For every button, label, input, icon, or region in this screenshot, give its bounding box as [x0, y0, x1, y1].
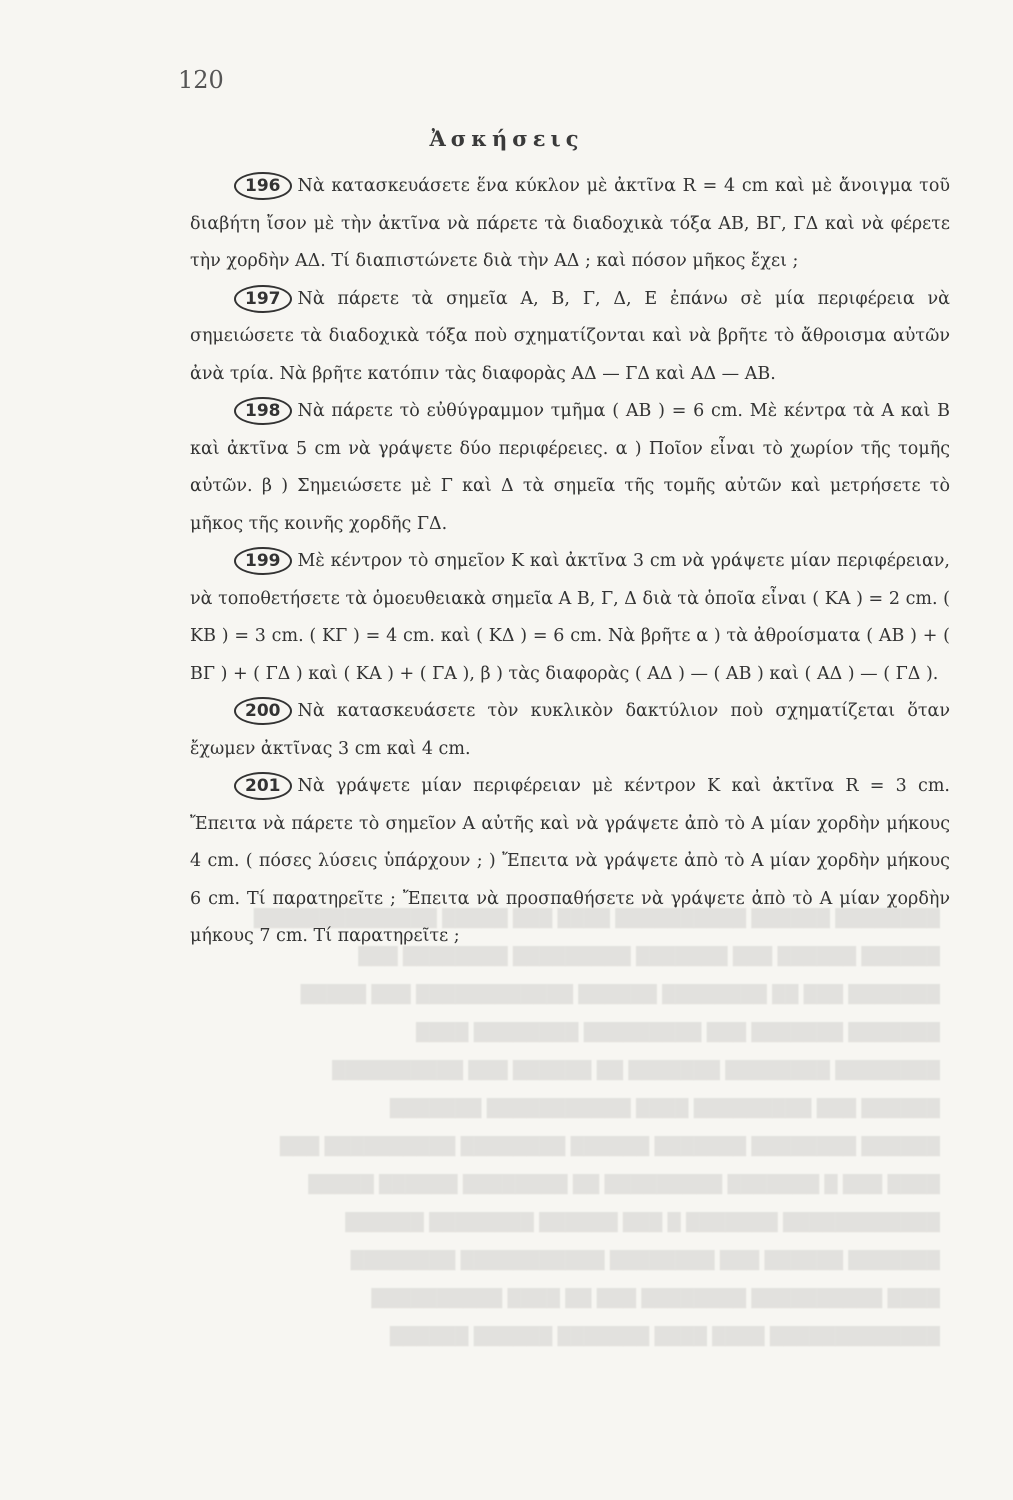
bleed-through-texture: ████████ ██████ ██████████ ████ ███ █████ ██████████████ ██████ ██████ ███ ███████ █████████ ████████ ███ ███████ ███ ██ ████████ ██████ ████████████ ███ █████ ███████ ███████ ███ █████████ ████████ ████ ████████ ████████ ███████ ██ ██████ ███ ██████████ ██████ ███ █████████ ████ ███████████ ███████ ██████ ████████ ███████ ██████ ████████ ██████████ ███ ████ ███ █ ███████ █████████ ██ ████████ ██████ █████ ████████████ ███████ █ ███ ██████ ████████ ██████ ███████ ██████ ███ ████████ ███████████ ████████ ████ ██████████ ████████ ███ ██ ████ ██████████ █████████████ ████ ████ ███████ ██████ ██████ — [253, 909, 940, 1347]
exercise-text: Νὰ γράψετε μίαν περιφέρειαν μὲ κέντρον Κ καὶ ἀκτῖνα R = 3 cm. Ἔπειτα νὰ πάρετε τὸ σημεῖον Α αὐτῆς καὶ νὰ γράψετε ἀπὸ τὸ Α μίαν χορδὴν μήκους 4 cm. ( πόσες λύσεις ὑπάρχουν ; ) Ἔπειτα νὰ γράψετε ἀπὸ τὸ Α μίαν χορδὴν μήκους 6 cm. Τί παρατηρεῖτε ; Ἔπειτα νὰ προσπαθήσετε νὰ γράψετε ἀπὸ τὸ Α μίαν χορδὴν μήκους 7 cm. Τί παρατηρεῖτε ; — [190, 776, 950, 946]
exercise-text: Νὰ πάρετε τὰ σημεῖα Α, Β, Γ, Δ, Ε ἐπάνω σὲ μία περιφέρεια νὰ σημειώσετε τὰ διαδοχικὰ τόξα ποὺ σχηματίζονται καὶ νὰ βρῆτε τὸ ἄθροισμα αὐτῶν ἀνὰ τρία. Νὰ βρῆτε κατόπιν τὰς διαφορὰς ΑΔ — ΓΔ καὶ ΑΔ — ΑΒ. — [190, 288, 950, 384]
exercise-197 — [190, 281, 950, 394]
page-title: Ἀσκήσεις — [429, 126, 584, 151]
exercise-text: Νὰ κατασκευάσετε ἕνα κύκλον μὲ ἀκτῖνα R = 4 cm καὶ μὲ ἄνοιγμα τοῦ διαβήτη ἴσον μὲ τὴν ἀκτῖνα νὰ πάρετε τὰ διαδοχικὰ τόξα ΑΒ, ΒΓ, ΓΔ καὶ νὰ φέρετε τὴν χορδὴν ΑΔ. Τί διαπιστώνετε διὰ τὴν ΑΔ ; καὶ πόσον μῆκος ἔχει ; — [190, 176, 950, 271]
exercise-number: 201 — [234, 772, 292, 800]
exercise-198 — [190, 393, 950, 543]
exercise-200 — [190, 693, 950, 768]
exercise-number: 198 — [234, 397, 292, 425]
page-number: 120 — [178, 66, 224, 94]
exercise-text: Μὲ κέντρον τὸ σημεῖον Κ καὶ ἀκτῖνα 3 cm νὰ γράψετε μίαν περιφέρειαν, νὰ τοποθετήσετε τὰ ὁμοευθειακὰ σημεῖα Α Β, Γ, Δ διὰ τὰ ὁποῖα εἶναι ( ΚΑ ) = 2 cm. ( ΚΒ ) = 3 cm. ( ΚΓ ) = 4 cm. καὶ ( ΚΔ ) = 6 cm. Νὰ βρῆτε α ) τὰ ἀθροίσματα ( ΑΒ ) + ( ΒΓ ) + ( ΓΔ ) καὶ ( ΚΑ ) + ( ΓΑ ), β ) τὰς διαφορὰς ( ΑΔ ) — ( ΑΒ ) καὶ ( ΑΔ ) — ( ΓΔ ). — [190, 551, 950, 684]
exercise-199 — [190, 543, 950, 693]
exercise-196 — [190, 168, 950, 281]
exercise-number: 199 — [234, 547, 292, 575]
exercise-number: 200 — [234, 697, 292, 725]
exercise-number: 197 — [234, 285, 292, 313]
exercise-text: Νὰ κατασκευάσετε τὸν κυκλικὸν δακτύλιον ποὺ σχηματίζεται ὅταν ἔχωμεν ἀκτῖνας 3 cm καὶ 4 cm. — [190, 701, 950, 759]
exercise-text: Νὰ πάρετε τὸ εὐθύγραμμον τμῆμα ( ΑΒ ) = 6 cm. Μὲ κέντρα τὰ Α καὶ Β καὶ ἀκτῖνα 5 cm νὰ γράψετε δύο περιφέρειες. α ) Ποῖον εἶναι τὸ χωρίον τῆς τομῆς αὐτῶν. β ) Σημειώσετε μὲ Γ καὶ Δ τὰ σημεῖα τῆς τομῆς αὐτῶν καὶ μετρήσετε τὸ μῆκος τῆς κοινῆς χορδῆς ΓΔ. — [190, 401, 950, 534]
exercise-list — [190, 168, 950, 956]
exercise-number: 196 — [234, 172, 292, 200]
